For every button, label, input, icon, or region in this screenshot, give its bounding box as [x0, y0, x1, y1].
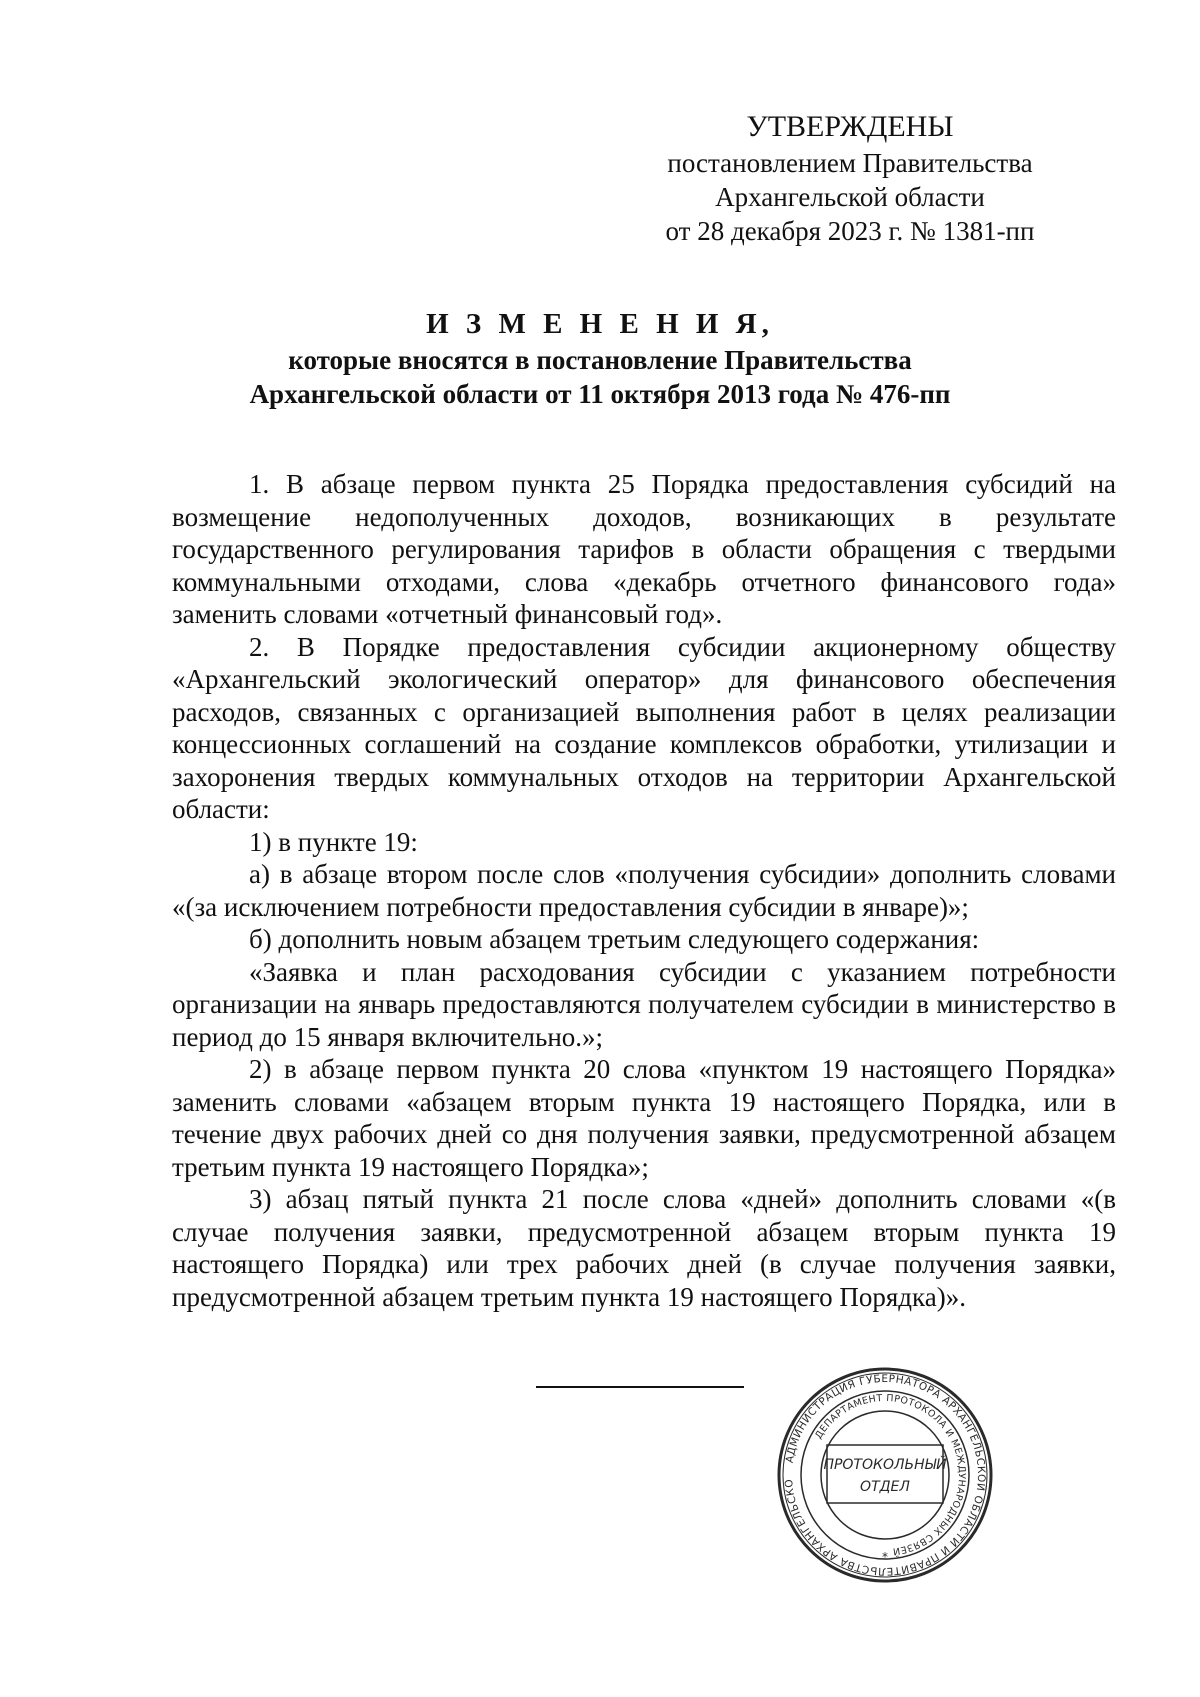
stamp-center-line-2: ОТДЕЛ [860, 1479, 910, 1495]
approval-line-region: Архангельской области [715, 182, 985, 212]
signature-line [536, 1386, 744, 1388]
paragraph-item-1: 1) в пункте 19: [249, 826, 418, 857]
stamp-center-line-1: ПРОТОКОЛЬНЫЙ [823, 1457, 947, 1473]
stamp-seal-icon [775, 1365, 995, 1585]
approval-heading: УТВЕРЖДЕНЫ [746, 110, 954, 143]
title-line-2: Архангельской области от 11 октября 2013 года № 476-пп [249, 379, 951, 409]
approval-line-resolution: постановлением Правительства [667, 148, 1033, 178]
paragraph-quote: «Заявка и план расходования субсидии с указанием потребности организации на январь предоставляются получателем субсидии в министерство в период до 15 января включительно.»; [172, 956, 1116, 1052]
stamp-star-icon: * [882, 1550, 888, 1564]
document-body [172, 468, 1116, 1313]
paragraph-item-3: 3) абзац пятый пункта 21 после слова «дней» дополнить словами «(в случае получения заявки, предусмотренной абзацем вторым пункта 19 настоящего Порядка) или трех рабочих дней (в случае получения заявки, предусмотренной абзацем третьим пункта 19 настоящего Порядка)». [172, 1184, 1116, 1312]
paragraph-subitem-a: а) в абзаце втором после слов «получения субсидии» дополнить словами «(за исключением потребности предоставления субсидии в январе)»; [172, 859, 1116, 922]
title-heading: И З М Е Н Е Н И Я, [426, 308, 774, 340]
title-line-1: которые вносятся в постановление Правительства [288, 345, 912, 375]
paragraph-subitem-b: б) дополнить новым абзацем третьим следующего содержания: [249, 924, 980, 954]
paragraph-2: 2. В Порядке предоставления субсидии акционерному обществу «Архангельский экологический оператор» для финансового обеспечения расходов, связанных с организацией выполнения работ в целях реализации концессионных соглашений на создание комплексов обработки, утилизации и захоронения твердых коммунальных отходов на территории Архангельской области: [172, 631, 1116, 824]
stamp-inner-text: ДЕПАРТАМЕНТ ПРОТОКОЛА И МЕЖДУНАРОДНЫХ СВЯЗЕЙ [813, 1392, 968, 1557]
svg-text:ДЕПАРТАМЕНТ ПРОТОКОЛА И МЕЖДУН [813, 1393, 967, 1558]
stamp-outer-text: АДМИНИСТРАЦИЯ ГУБЕРНАТОРА АРХАНГЕЛЬСКОЙ ОБЛАСТИ И ПРАВИТЕЛЬСТВА АРХАНГЕЛЬСКО [782, 1372, 988, 1578]
approval-block [650, 108, 1050, 248]
paragraph-1: 1. В абзаце первом пункта 25 Порядка предоставления субсидий на возмещение недополученных доходов, возникающих в результате государственного регулирования тарифов в области обращения с твердыми коммунальными отходами, слова «декабрь отчетного финансового года» заменить словами «отчетный финансовый год». [172, 469, 1116, 629]
official-stamp [775, 1365, 995, 1585]
approval-line-date-number: от 28 декабря 2023 г. № 1381-пп [665, 216, 1035, 246]
paragraph-item-2: 2) в абзаце первом пункта 20 слова «пунктом 19 настоящего Порядка» заменить словами «абзацем вторым пункта 19 настоящего Порядка, или в течение двух рабочих дней со дня получения заявки, предусмотренной абзацем третьим пункта 19 настоящего Порядка»; [172, 1054, 1116, 1182]
document-title [170, 305, 1030, 411]
